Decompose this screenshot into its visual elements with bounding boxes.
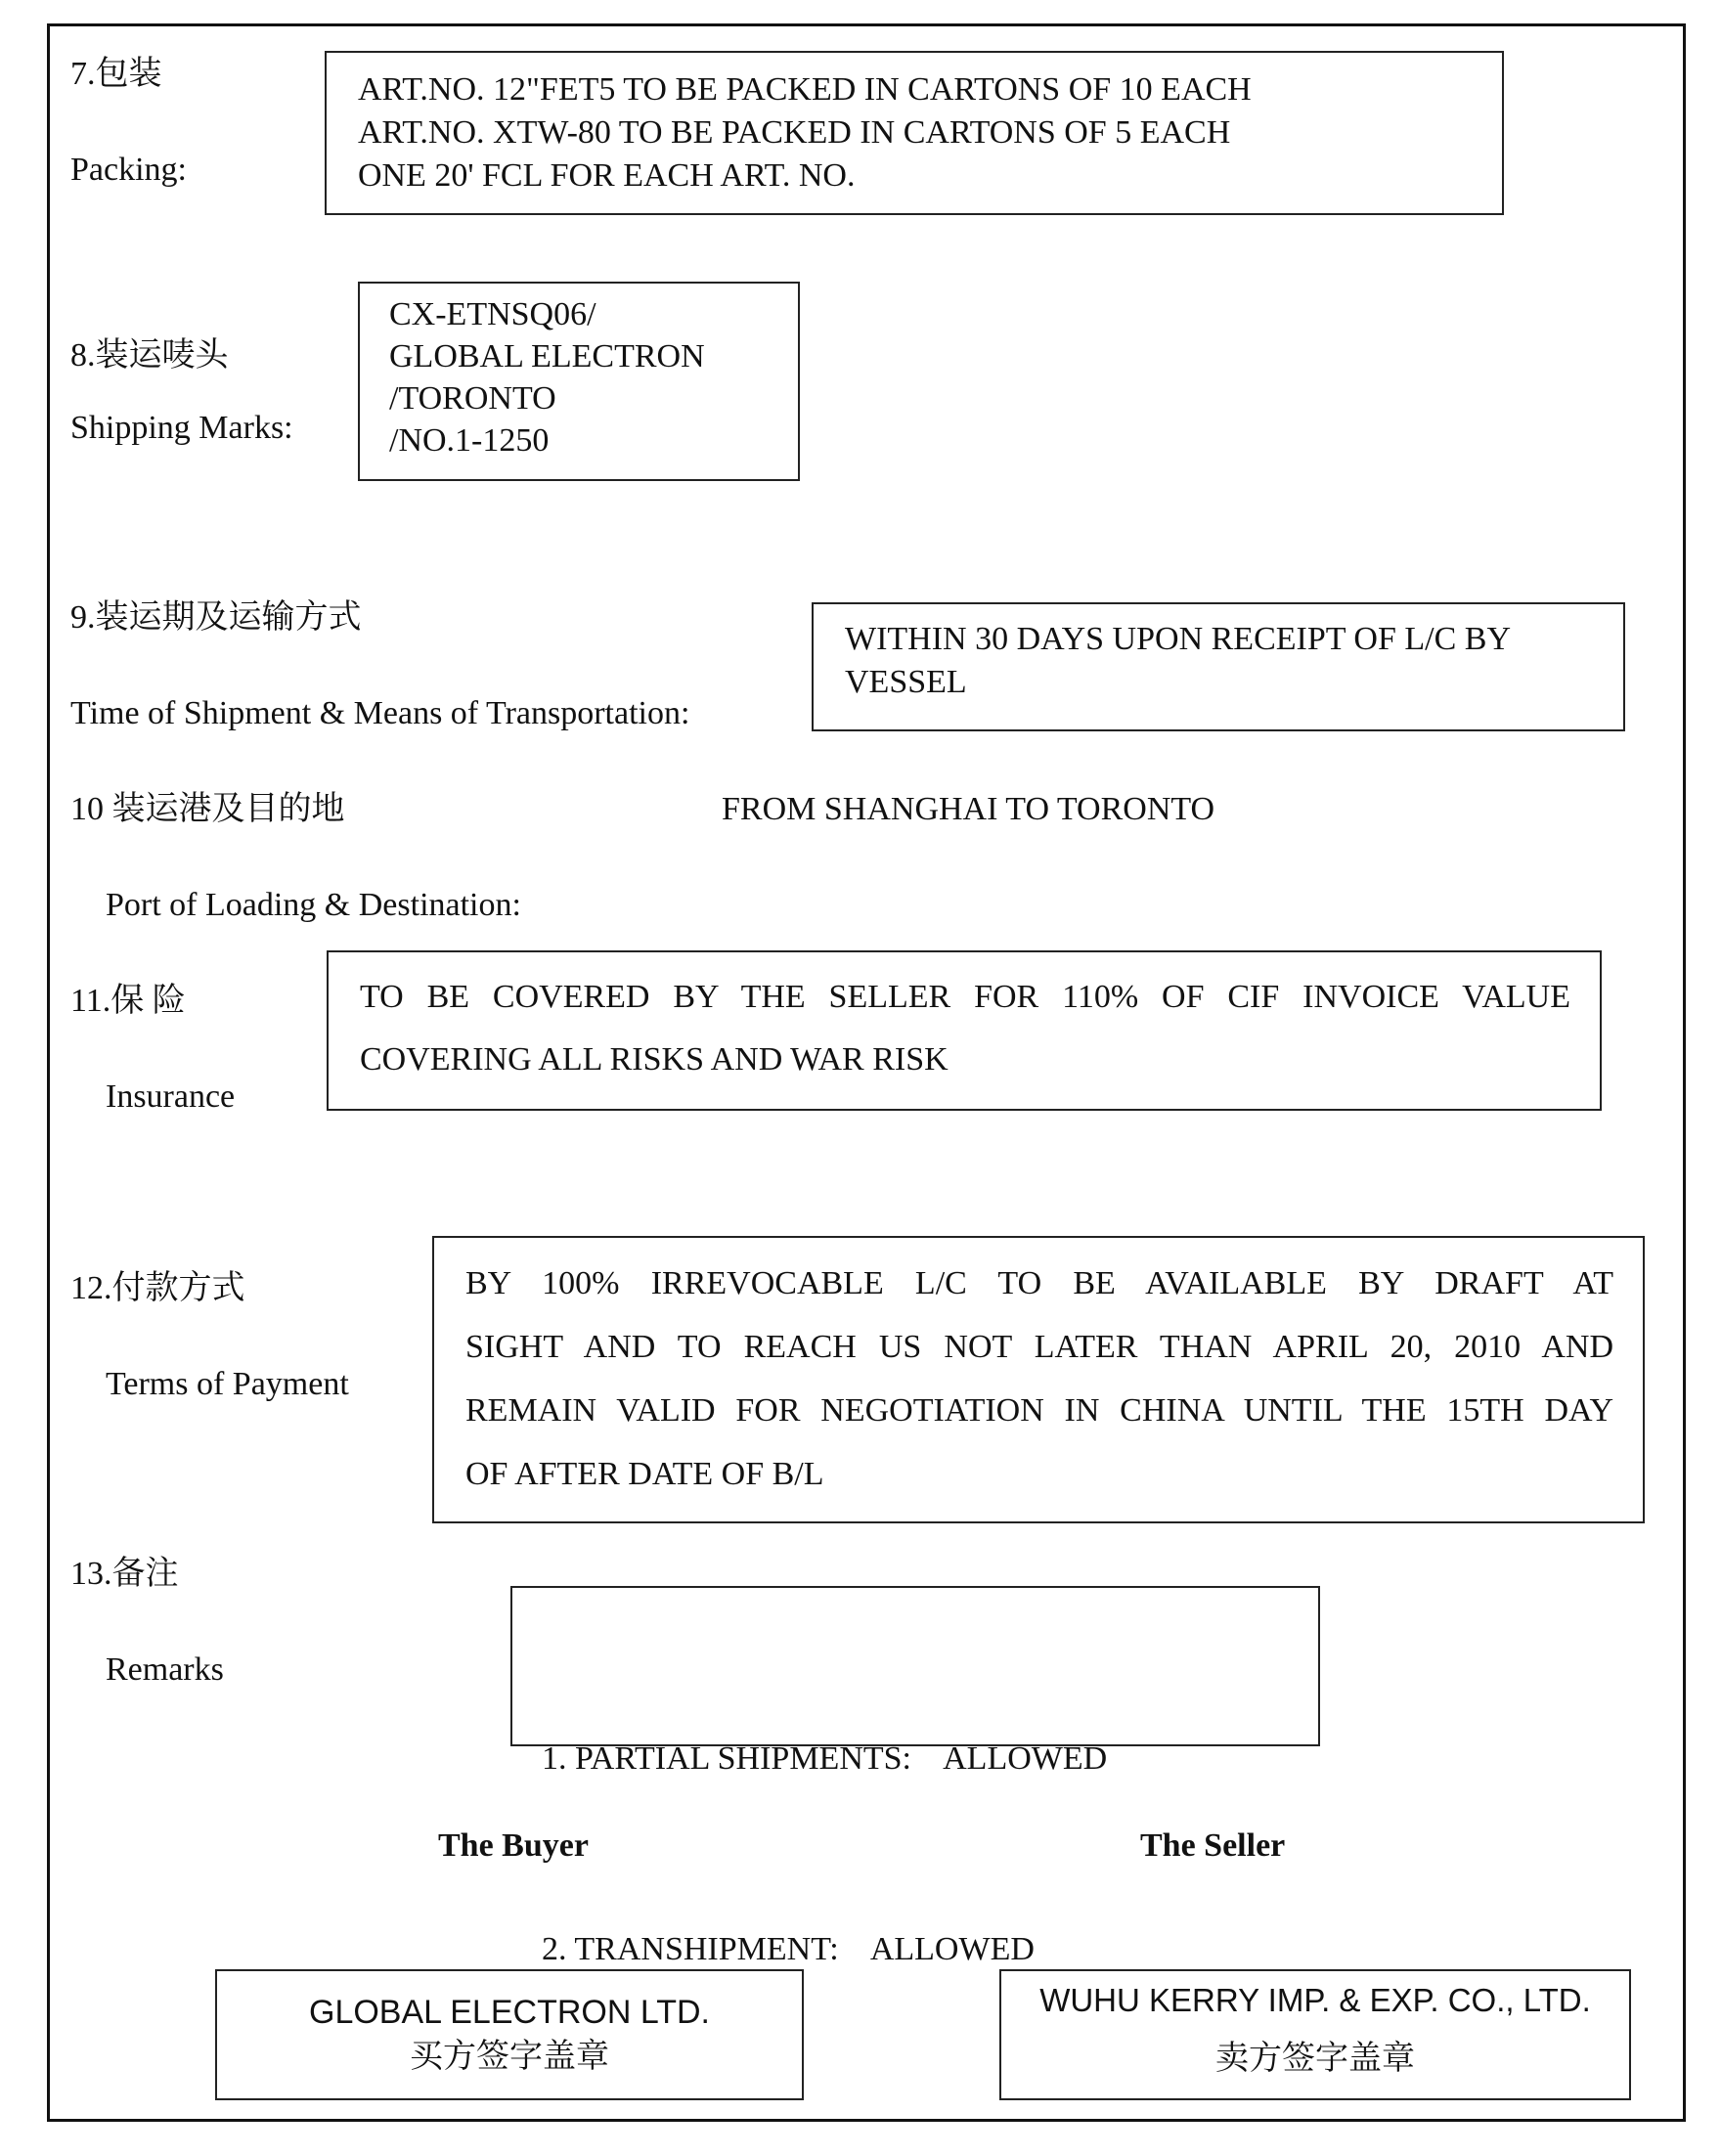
port-label-en: Port of Loading & Destination: (106, 887, 521, 923)
shipment-time-line: VESSEL (845, 664, 967, 700)
buyer-company: GLOBAL ELECTRON LTD. (309, 1994, 710, 2031)
shipment-time-line: WITHIN 30 DAYS UPON RECEIPT OF L/C BY (845, 621, 1511, 657)
shipping-mark-line: GLOBAL ELECTRON (389, 338, 705, 374)
payment-line: BY 100% IRREVOCABLE L/C TO BE AVAILABLE BY DRAFT AT (465, 1265, 1613, 1301)
payment-line: REMAIN VALID FOR NEGOTIATION IN CHINA UNTIL THE 15TH DAY (465, 1392, 1613, 1429)
remarks-line: 1. PARTIAL SHIPMENTS: ALLOWED (542, 1740, 1108, 1777)
payment-label-cn: 12.付款方式 (70, 1270, 245, 1306)
remarks-label-cn: 13.备注 (70, 1556, 179, 1592)
remarks-line: 2. TRANSHIPMENT: ALLOWED (542, 1931, 1035, 1967)
seller-signature-box (999, 1969, 1631, 2100)
insurance-box (327, 950, 1602, 1111)
payment-label-en: Terms of Payment (106, 1366, 349, 1402)
buyer-sign-note: 买方签字盖章 (410, 2039, 609, 2075)
buyer-title: The Buyer (438, 1827, 589, 1864)
packing-label-en: Packing: (70, 152, 187, 188)
shipping-marks-label-cn: 8.装运唛头 (70, 337, 229, 374)
payment-box (432, 1236, 1645, 1523)
packing-line: ART.NO. 12"FET5 TO BE PACKED IN CARTONS OF 10 EACH (358, 71, 1252, 108)
shipment-time-label-cn: 9.装运期及运输方式 (70, 599, 362, 636)
insurance-label-en: Insurance (106, 1078, 236, 1115)
packing-line: ONE 20' FCL FOR EACH ART. NO. (358, 157, 856, 194)
shipping-mark-line: /TORONTO (389, 380, 556, 417)
shipping-mark-line: /NO.1-1250 (389, 422, 550, 459)
seller-company: WUHU KERRY IMP. & EXP. CO., LTD. (1039, 1982, 1591, 2018)
remarks-label-en: Remarks (106, 1651, 224, 1688)
shipment-time-box (812, 602, 1625, 731)
packing-label-cn: 7.包装 (70, 56, 162, 92)
shipping-mark-line: CX-ETNSQ06/ (389, 296, 596, 332)
shipping-marks-label-en: Shipping Marks: (70, 410, 293, 446)
port-value: FROM SHANGHAI TO TORONTO (722, 791, 1215, 827)
port-label-cn: 10 装运港及目的地 (70, 791, 345, 827)
insurance-label-cn: 11.保 险 (70, 983, 186, 1019)
insurance-line: TO BE COVERED BY THE SELLER FOR 110% OF CIF INVOICE VALUE (360, 979, 1570, 1015)
shipping-marks-box (358, 282, 800, 481)
payment-line: SIGHT AND TO REACH US NOT LATER THAN APRIL 20, 2010 AND (465, 1329, 1613, 1365)
payment-line: OF AFTER DATE OF B/L (465, 1456, 824, 1492)
seller-sign-note: 卖方签字盖章 (1215, 2041, 1415, 2077)
shipment-time-label-en: Time of Shipment & Means of Transportation: (70, 695, 690, 731)
packing-line: ART.NO. XTW-80 TO BE PACKED IN CARTONS OF 5 EACH (358, 114, 1231, 151)
buyer-signature-box (215, 1969, 804, 2100)
insurance-line: COVERING ALL RISKS AND WAR RISK (360, 1041, 949, 1078)
packing-box (325, 51, 1504, 215)
seller-title: The Seller (1140, 1827, 1286, 1864)
